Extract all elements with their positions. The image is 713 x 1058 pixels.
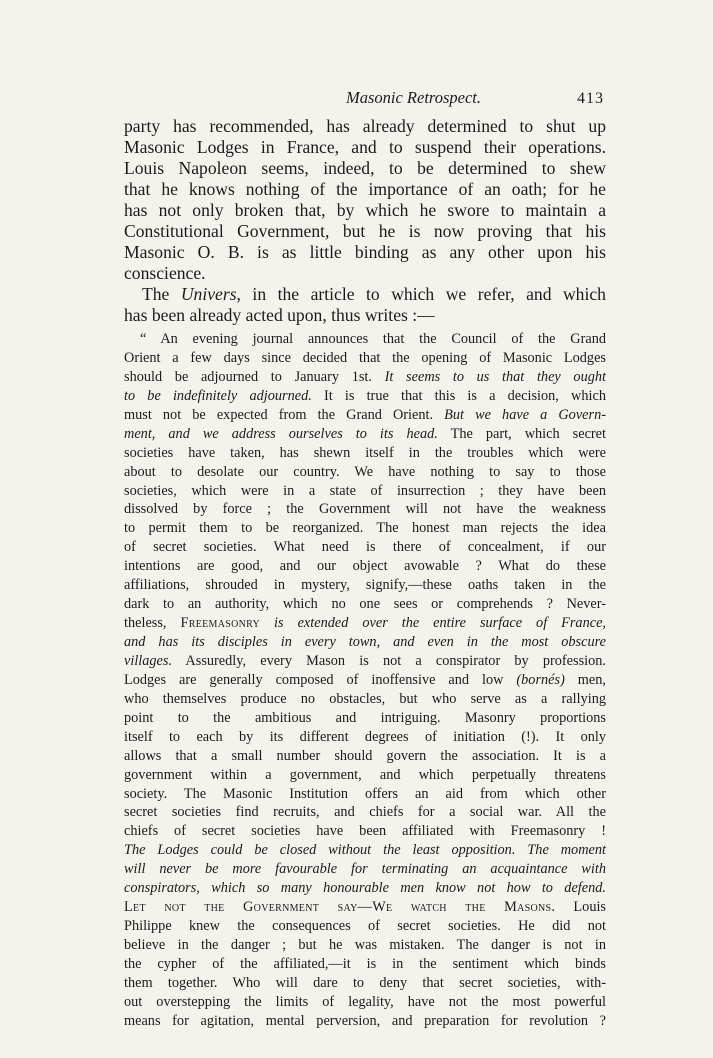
quote-emphasis: to be indefinitely adjourned. [124,387,312,404]
quote-line [124,898,606,917]
quote-line [124,671,606,690]
body-line: has been already acted upon, thus writes :— [124,305,435,325]
quote-line: government within a government, and which perpetually threatens [124,766,606,783]
quote-text: Assuredly, every Mason is not a conspirator by profession. [172,652,606,669]
block-quote [124,330,606,1031]
body-line: Constitutional Government, but he is now proving that his [124,221,606,241]
quote-line: dissolved by force ; the Government will not have the weakness [124,501,606,518]
quote-line: Orient a few days since decided that the opening of Masonic Lodges [124,349,606,366]
quote-line [124,387,606,406]
paragraph-continued [124,116,606,284]
quote-text: Louis [555,899,606,916]
quote-line: who themselves produce no obstacles, but who serve as a rallying [124,690,606,707]
quote-line: allows that a small number should govern the association. It is a [124,747,606,764]
quote-line: affiliations, shrouded in mystery, signify,—these oaths taken in the [124,577,606,594]
quote-emphasis: ment, and we address ourselves to its head. [124,425,438,442]
page-number: 413 [577,90,604,107]
quote-text: It is true that this is a decision, which [311,387,606,404]
quote-line: chiefs of secret societies have been affiliated with Freemasonry ! [124,823,606,840]
body-text: , in the article to which we refer, and which [236,284,606,304]
body-line: that he knows nothing of the importance of an oath; for he [124,179,606,199]
quote-line: societies, which were in a state of insurrection ; they have been [124,482,606,499]
quote-line [124,652,606,671]
quote-line [124,425,606,444]
quote-small-caps: Let not the Government say—We watch the Masons. [124,899,556,916]
quote-line [124,368,606,387]
quote-line: about to desolate our country. We have nothing to say to those [124,463,606,480]
quote-line: “ An evening journal announces that the Council of the Grand [140,331,606,347]
quote-line: dark to an authority, which no one sees or comprehends ? Never- [124,596,606,613]
body-line: has not only broken that, by which he swore to maintain a [124,200,606,220]
quote-line: itself to each by its different degrees of initiation (!). It only [124,728,606,745]
body-line [124,284,606,305]
quote-line: them together. Who will dare to deny that secret societies, with- [124,974,606,991]
quote-line [124,614,606,633]
quote-line: society. The Masonic Institution offers an aid from which other [124,785,606,802]
body-line: Masonic Lodges in France, and to suspend their operations. [124,137,606,157]
quote-text: men, [564,671,606,688]
quote-line: to permit them to be reorganized. The honest man rejects the idea [124,520,606,537]
quote-text: must not be expected from the Grand Orient. [124,406,445,423]
quote-emphasis: It seems to us that they ought [384,368,607,385]
quote-line: of secret societies. What need is there of concealment, if our [124,539,606,556]
body-text: The [142,284,181,304]
quote-small-caps: Freemasonry [180,615,261,632]
body-line: Masonic O. B. is as little binding as any other upon his [124,242,606,262]
quote-line: point to the ambitious and intriguing. Masonry proportions [124,709,606,726]
body-line: party has recommended, has already determined to shut up [124,116,606,136]
quote-emphasis: But we have a Govern- [444,406,606,423]
running-head [124,88,604,108]
quote-line: and has its disciples in every town, and even in the most obscure [124,634,606,650]
quote-line: Philippe knew the consequences of secret societies. He did not [124,918,606,935]
quote-line: intentions are good, and our object avowable ? What do these [124,558,606,575]
paragraph-univers [124,284,606,326]
quote-line: the cypher of the affiliated,—it is in the sentiment which binds [124,955,606,972]
quote-text: Lodges are generally composed of inoffensive and low [124,671,517,688]
quote-line: societies have taken, has shewn itself in the troubles which were [124,444,606,461]
quote-text: The part, which secret [437,425,607,442]
quote-emphasis: (bornés) [516,671,565,688]
quote-emphasis: villages. [124,652,173,669]
quote-line: out overstepping the limits of legality, have not the most powerful [124,993,606,1010]
quote-line: will never be more favourable for terminating an acquaintance with [124,861,606,878]
quote-emphasis: is extended over the entire surface of France, [260,615,606,632]
quote-line [124,406,606,425]
text-column [124,116,606,1031]
running-title: Masonic Retrospect. [345,88,481,107]
quote-line: means for agitation, mental perversion, and preparation for revolution ? [124,1012,606,1029]
quote-text: should be adjourned to January 1st. [124,368,385,385]
quote-line: believe in the danger ; but he was mistaken. The danger is not in [124,937,606,953]
body-line: Louis Napoleon seems, indeed, to be determined to shew [124,158,606,178]
body-line: conscience. [124,263,206,283]
quote-text: theless, [124,615,181,632]
quote-line: secret societies find recruits, and chiefs for a social war. All the [124,804,606,821]
quote-line: The Lodges could be closed without the least opposition. The moment [124,842,606,859]
quote-line: conspirators, which so many honourable men know not how to defend. [124,880,606,897]
newspaper-title: Univers [180,284,237,304]
